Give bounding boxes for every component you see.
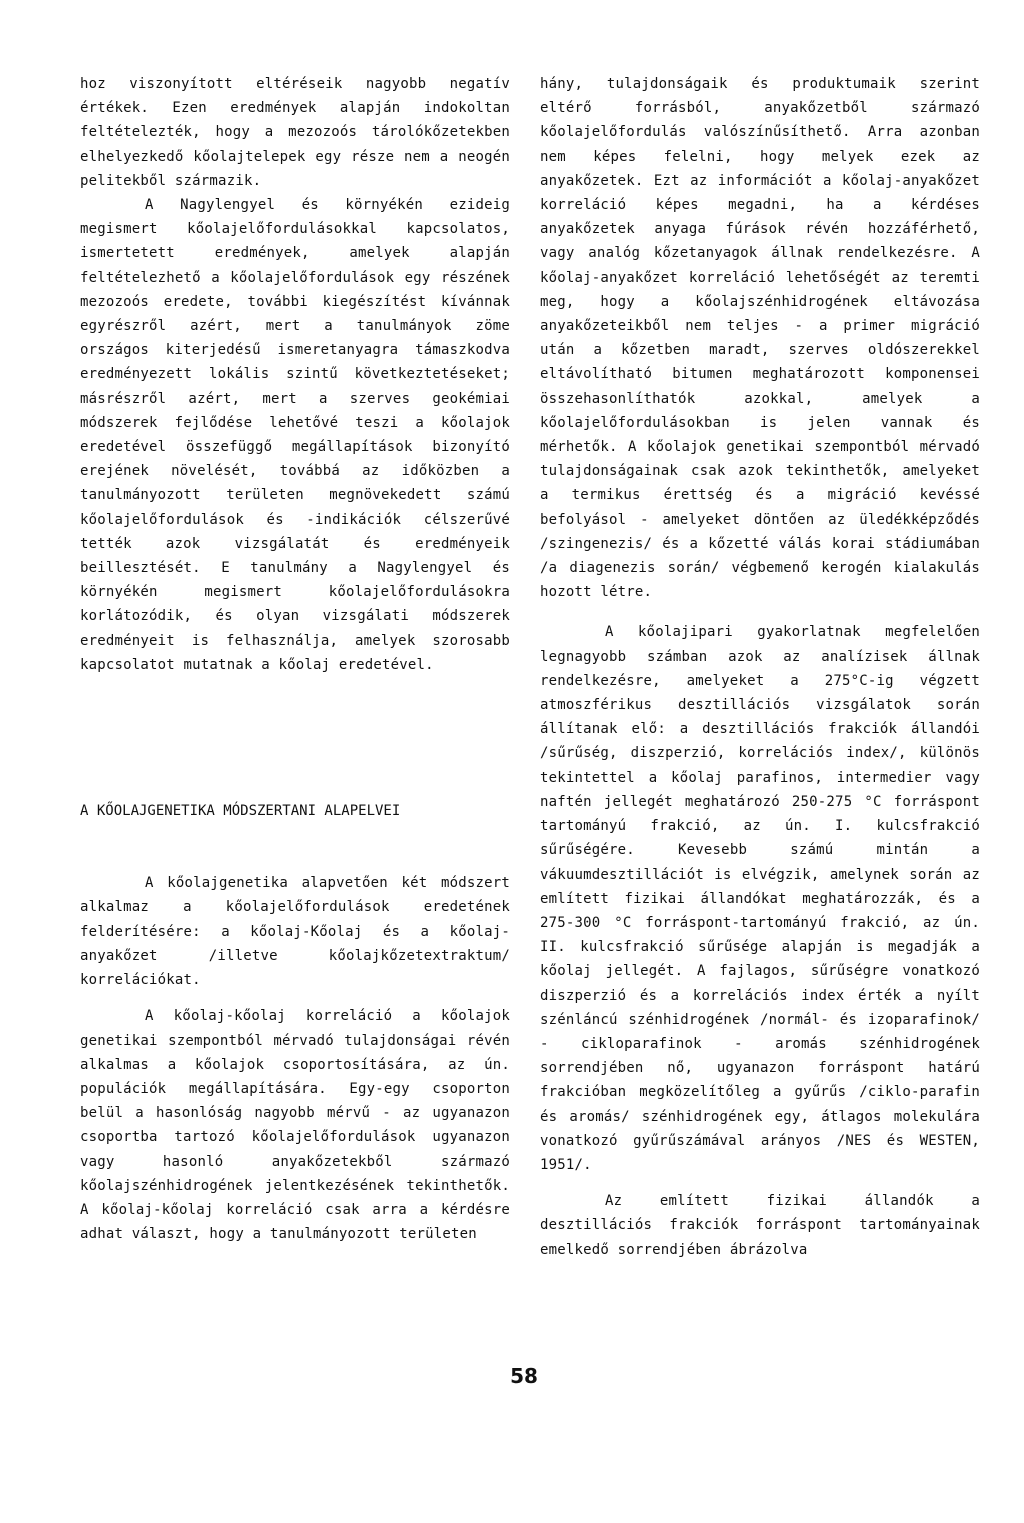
right-column [540,72,980,1262]
spacer [80,677,510,799]
paragraph-left-4: A kőolaj-kőolaj korreláció a kőolajok genetikai szempontból mérvadó tulajdonságai révén alkalmas a kőolajok csoportosítására, az ún. populációk megállapítására. Egy-egy csoporton belül a hasonlóság nagyobb mérvű - az ugyanazon csoportba tartozó kőolajelőfordulások ugyanazon vagy hasonló anyakőzetekből származó kőolajszénhidrogének jelentkezésének tekinthetők. A kőolaj-kőolaj korreláció csak arra a kérdésre adhat választ, hogy a tanulmányozott területen [80,1008,510,1243]
spacer [540,1177,980,1189]
page-number: 58 [510,1364,538,1388]
paragraph-right-3: Az említett fizikai állandók a desztillációs frakciók forráspont tartományainak emelkedő sorrendjében ábrázolva [540,1193,980,1258]
paragraph-right-1: hány, tulajdonságaik és produktumaik szerint eltérő forrásból, anyakőzetből származó kőolajelőfordulás valószínűsíthető. Arra azonban nem képes felelni, hogy melyek ezek az anyakőzetek. Ezt az információt a kőolaj-anyakőzet korreláció képes megadni, ha a kérdéses anyakőzetek anyaga fúrások révén hozzáférhető, vagy analóg kőzetanyagok állnak rendelkezésre. A kőolaj-anyakőzet korreláció lehetőségét az teremti meg, hogy a kőolajszénhidrogének eltávozása anyakőzeteikből nem teljes - a primer migráció után a kőzetben maradt, szerves oldószerekkel eltávolítható bitumen meghatározott komponensei összehasonlíthatók azokkal, amelyek a kőolajelőfordulásokban is jelen vannak és mérhetők. A kőolajok genetikai szempontból mérvadó tulajdonságainak csak azok tekinthetők, amelyeket a termikus érettség és a migráció kevéssé befolyásol - amelyeket döntően az üledékképződés /szingenezis/ és a kőzetté válás korai stádiumában /a diagenezis során/ végbemenő kerogén kialakulás hozott létre. [540,76,980,601]
spacer [80,992,510,1004]
paragraph-left-3: A kőolajgenetika alapvetően két módszert alkalmaz a kőolajelőfordulások eredetének felderítésére: a kőolaj-Kőolaj és a kőolaj-anyakőzet /illetve kőolajkőzetextraktum/ korrelációkat. [80,875,510,989]
paragraph-left-1: hoz viszonyított eltéréseik nagyobb negatív értékek. Ezen eredmények alapján indokoltan feltételezték, hogy a mezozoós tárolókőzetekben elhelyezkedő kőolajtelepek egy része nem a neogén pelitekből származik. [80,76,510,189]
spacer [80,823,510,871]
section-heading: A KŐOLAJGENETIKA MÓDSZERTANI ALAPELVEI [80,803,401,820]
paragraph-right-2: A kőolajipari gyakorlatnak megfelelően legnagyobb számban azok az analízisek állnak rendelkezésre, amelyeket a 275°C-ig végzett atmoszférikus desztillációs vizsgálatok során állítanak elő: a desztillációs frakciók állandói /sűrűség, diszperzió, korrelációs index/, különös tekintettel a kőolaj parafinos, intermedier vagy naftén jellegét meghatározó 250-275 °C forráspont tartományú frakció, az ún. I. kulcsfrakció sűrűségére. Kevesebb számú mintán a vákuumdesztillációt is elvégzik, amelynek során az említett fizikai állandókat meghatározzák, és a 275-300 °C forráspont-tartományú frakció, az ún. II. kulcsfrakció sűrűsége alapján is megadják a kőolaj jellegét. A fajlagos, sűrűségre vonatkozó diszperzió és a korrelációs index érték a nyílt szénláncú szénhidrogének /normál- és izoparafinok/ - cikloparafinok - aromás szénhidrogének sorrendjében nő, ugyanazon forráspont határú frakcióban megközelítőleg a gyűrűs /ciklo-parafin és aromás/ szénhidrogének egy, átlagos molekulára vonatkozó gyűrűszámával arányos /NES és WESTEN, 1951/. [540,624,980,1173]
left-column [80,72,510,1246]
spacer [540,604,980,620]
paragraph-left-2: A Nagylengyel és környékén ezideig megismert kőolajelőfordulásokkal kapcsolatos, ismertetett eredmények, amelyek alapján feltételezhető a kőolajelőfordulások egy részének mezozoós eredete, további kiegészítést kívánnak egyrészről azért, mert a tanulmányok zöme országos kiterjedésű ismeretanyagra támaszkodva eredményezett lokális szintű következtetéseket; másrészről azért, mert a szerves geokémiai módszerek fejlődése lehetővé teszi a kőolajok eredetével összefüggő megállapítások bizonyító erejének növelését, továbbá az időközben a tanulmányozott területen megnövekedett számú kőolajelőfordulások és -indikációk célszerűvé tették azok vizsgálatát és eredményeik beillesztését. E tanulmány a Nagylengyel és környékén megismert kőolajelőfordulásokra korlátozódik, és olyan vizsgálati módszerek eredményeit is felhasználja, amelyek szorosabb kapcsolatot mutatnak a kőolaj eredetével. [80,197,510,673]
